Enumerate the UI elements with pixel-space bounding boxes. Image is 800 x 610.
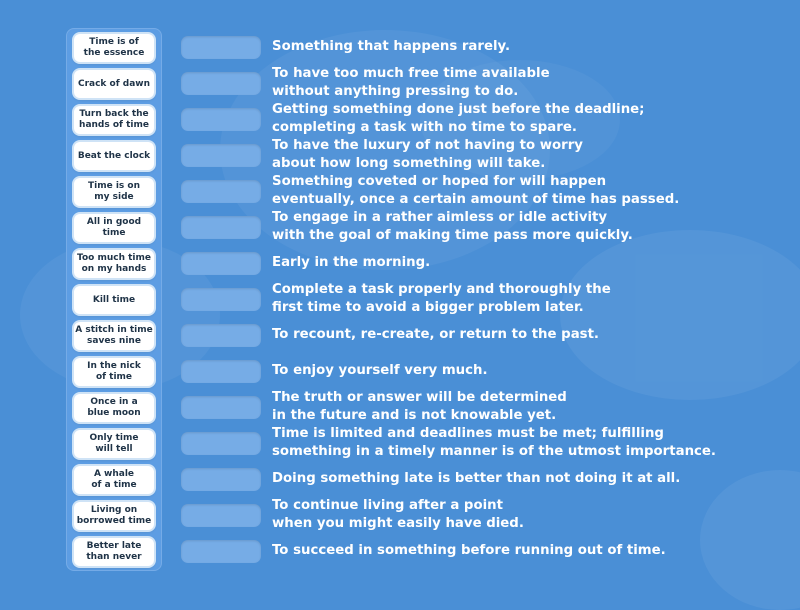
clue-text: To enjoy yourself very much.: [272, 363, 488, 378]
clue-text: To have too much free time available without anything pressing to do.: [272, 66, 550, 99]
drop-slot[interactable]: [181, 72, 261, 95]
answer-tile[interactable]: Kill time: [74, 286, 154, 314]
drop-slot[interactable]: [181, 360, 261, 383]
clue-text: To continue living after a point when you might easily have died.: [272, 498, 524, 531]
answer-tile[interactable]: Time is on my side: [74, 178, 154, 206]
clue-text: To have the luxury of not having to worry about how long something will take.: [272, 138, 583, 171]
answer-tile[interactable]: Too much time on my hands: [74, 250, 154, 278]
clue-text: To succeed in something before running out of time.: [272, 543, 666, 558]
drop-slot[interactable]: [181, 288, 261, 311]
clue-text: The truth or answer will be determined in the future and is not knowable yet.: [272, 390, 567, 423]
drop-slot[interactable]: [181, 108, 261, 131]
drop-slot[interactable]: [181, 504, 261, 527]
drop-slot[interactable]: [181, 324, 261, 347]
drop-slot[interactable]: [181, 144, 261, 167]
drop-slot[interactable]: [181, 36, 261, 59]
clue-text: To engage in a rather aimless or idle activity with the goal of making time pass more quickly.: [272, 210, 633, 243]
answer-tile[interactable]: A whale of a time: [74, 466, 154, 494]
answer-tile[interactable]: Time is of the essence: [74, 34, 154, 62]
answer-tile[interactable]: Living on borrowed time: [74, 502, 154, 530]
answer-tile[interactable]: Turn back the hands of time: [74, 106, 154, 134]
clue-text: Doing something late is better than not doing it at all.: [272, 471, 681, 486]
answer-tile[interactable]: In the nick of time: [74, 358, 154, 386]
answer-tile[interactable]: Better late than never: [74, 538, 154, 566]
clue-text: Getting something done just before the deadline; completing a task with no time to spare.: [272, 102, 645, 135]
answer-tile[interactable]: Beat the clock: [74, 142, 154, 170]
answer-tile[interactable]: Only time will tell: [74, 430, 154, 458]
drop-slot[interactable]: [181, 252, 261, 275]
answer-tile[interactable]: A stitch in time saves nine: [74, 322, 154, 350]
answer-tile[interactable]: Once in a blue moon: [74, 394, 154, 422]
drop-slot[interactable]: [181, 468, 261, 491]
background-cloud: [700, 470, 800, 610]
drop-slot[interactable]: [181, 216, 261, 239]
clue-text: Early in the morning.: [272, 255, 431, 270]
drop-slot[interactable]: [181, 180, 261, 203]
clue-text: To recount, re-create, or return to the past.: [272, 327, 599, 342]
clue-text: Time is limited and deadlines must be met; fulfilling something in a timely manner is of the utmost importance.: [272, 426, 716, 459]
clue-text: Something coveted or hoped for will happen eventually, once a certain amount of time has passed.: [272, 174, 680, 207]
drop-slot[interactable]: [181, 396, 261, 419]
drop-slot[interactable]: [181, 540, 261, 563]
clue-text: Complete a task properly and thoroughly the first time to avoid a bigger problem later.: [272, 282, 611, 315]
answer-tile[interactable]: Crack of dawn: [74, 70, 154, 98]
drop-slot[interactable]: [181, 432, 261, 455]
answer-tile[interactable]: All in good time: [74, 214, 154, 242]
clue-text: Something that happens rarely.: [272, 39, 511, 54]
